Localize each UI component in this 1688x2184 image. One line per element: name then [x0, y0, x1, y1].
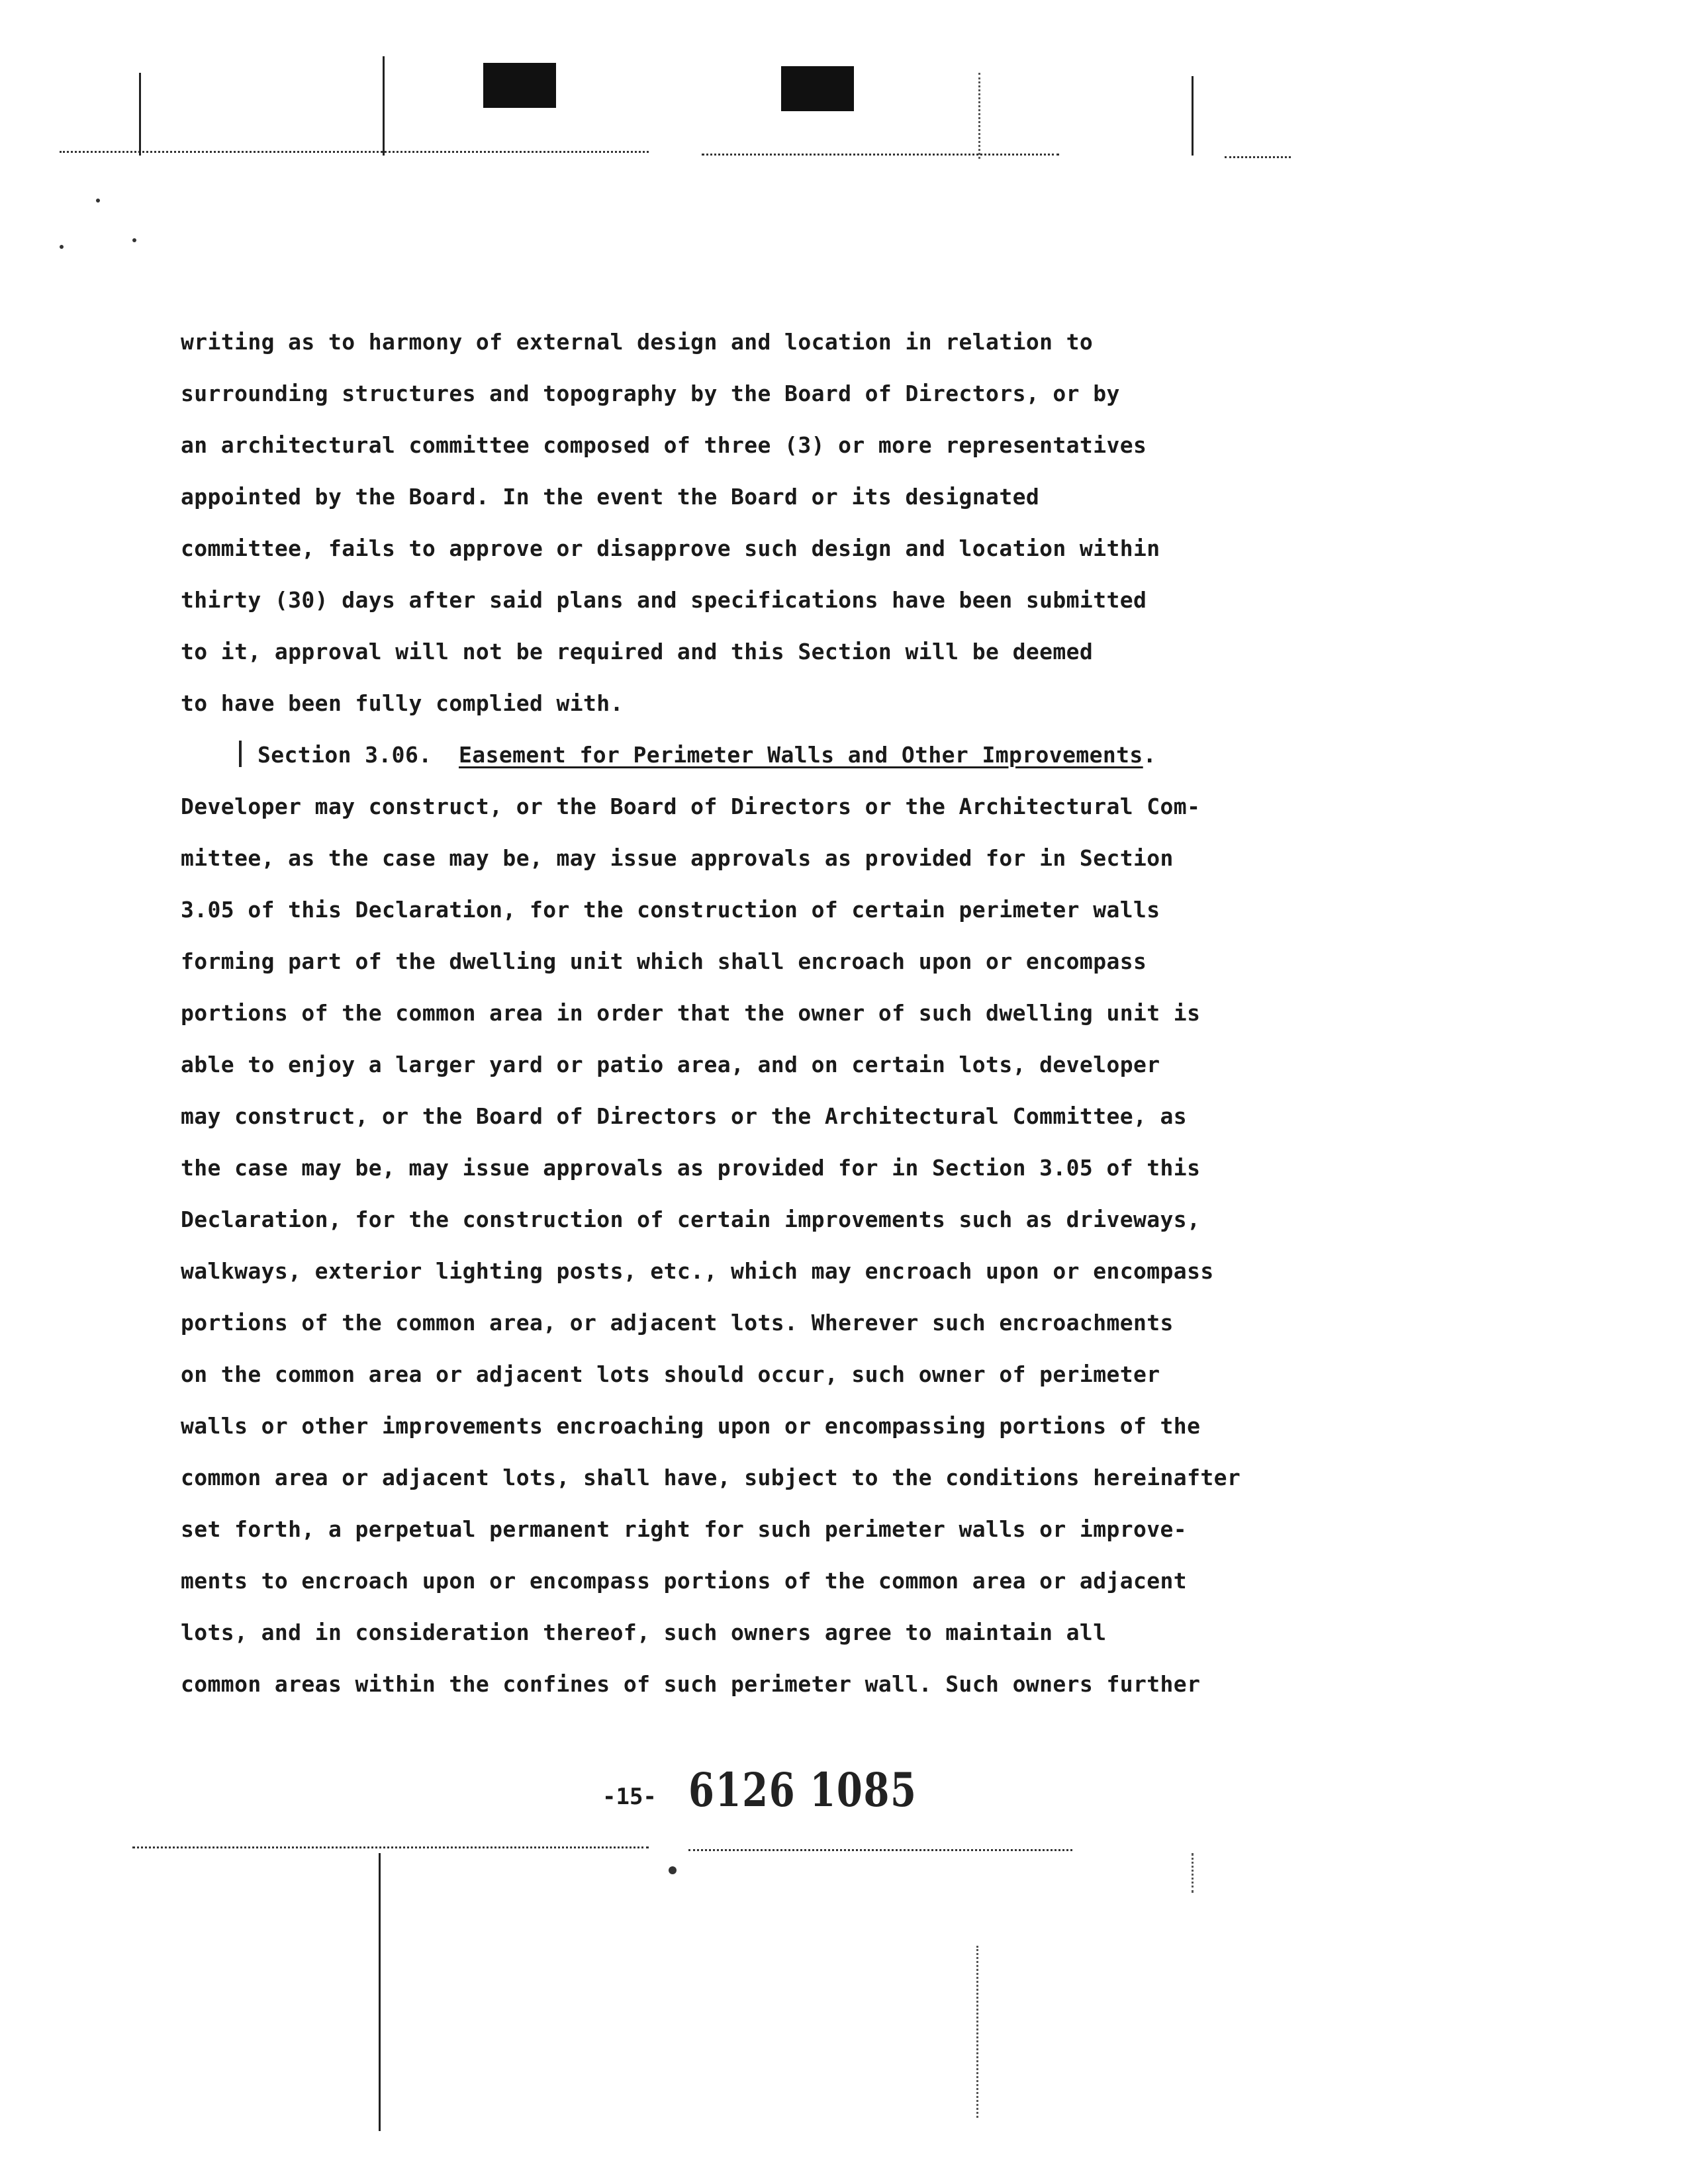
- text-line: common areas within the confines of such perimeter wall. Such owners further: [181, 1671, 1201, 1697]
- text-line: common area or adjacent lots, shall have, subject to the conditions hereinafter: [181, 1465, 1241, 1490]
- scan-speck: [669, 1866, 677, 1874]
- text-line: walkways, exterior lighting posts, etc., which may encroach upon or encompass: [181, 1258, 1214, 1284]
- scan-speck: [132, 238, 136, 242]
- scan-artifact-vline: [976, 1946, 978, 2118]
- section-heading: Easement for Perimeter Walls and Other Improvements: [459, 742, 1143, 768]
- scan-speck: [60, 245, 64, 249]
- text-line: the case may be, may issue approvals as provided for in Section 3.05 of this: [181, 1155, 1201, 1181]
- text-line: portions of the common area in order that the owner of such dwelling unit is: [181, 1000, 1201, 1026]
- text-line: 3.05 of this Declaration, for the construction of certain perimeter walls: [181, 897, 1160, 923]
- scan-artifact-line: [132, 1846, 649, 1848]
- text-line: walls or other improvements encroaching upon or encompassing portions of the: [181, 1413, 1201, 1439]
- text-line: surrounding structures and topography by the Board of Directors, or by: [181, 381, 1120, 406]
- document-body: [181, 316, 1240, 1710]
- section-label: Section 3.06.: [258, 742, 432, 768]
- scan-artifact-vline: [383, 56, 385, 156]
- section-heading-period: .: [1143, 742, 1156, 768]
- text-line: portions of the common area, or adjacent lots. Wherever such encroachments: [181, 1310, 1174, 1336]
- scan-artifact-vline: [1192, 1853, 1194, 1893]
- text-line: on the common area or adjacent lots should occur, such owner of perimeter: [181, 1361, 1160, 1387]
- text-line: forming part of the dwelling unit which shall encroach upon or encompass: [181, 948, 1147, 974]
- scan-artifact-line: [60, 151, 649, 153]
- text-line: set forth, a perpetual permanent right for such perimeter walls or improve-: [181, 1516, 1188, 1542]
- text-line: may construct, or the Board of Directors or the Architectural Committee, as: [181, 1103, 1188, 1129]
- scan-artifact-vline: [1192, 76, 1194, 156]
- text-line: an architectural committee composed of three (3) or more representatives: [181, 432, 1147, 458]
- text-line: ments to encroach upon or encompass portions of the common area or adjacent: [181, 1568, 1188, 1594]
- scan-artifact-line: [1225, 156, 1291, 158]
- text-line: Developer may construct, or the Board of Directors or the Architectural Com-: [181, 794, 1201, 819]
- scan-artifact-block: [781, 66, 854, 111]
- text-line: committee, fails to approve or disapprove such design and location within: [181, 535, 1160, 561]
- text-line: to have been fully complied with.: [181, 690, 624, 716]
- text-line: Declaration, for the construction of certain improvements such as driveways,: [181, 1206, 1201, 1232]
- page-footer: [0, 1757, 1688, 1823]
- scan-artifact-vline: [139, 73, 141, 156]
- text-line: appointed by the Board. In the event the Board or its designated: [181, 484, 1040, 510]
- text-line: thirty (30) days after said plans and specifications have been submitted: [181, 587, 1147, 613]
- scan-artifact-block: [483, 63, 556, 108]
- scan-artifact-line: [688, 1849, 1072, 1851]
- text-line: to it, approval will not be required and this Section will be deemed: [181, 639, 1094, 664]
- scan-speck: [96, 199, 100, 203]
- scan-artifact-vline: [379, 1853, 381, 2131]
- page-number: -15-: [602, 1784, 657, 1810]
- text-line: able to enjoy a larger yard or patio area, and on certain lots, developer: [181, 1052, 1160, 1077]
- section-heading-line: [181, 729, 1240, 781]
- text-line: writing as to harmony of external design and location in relation to: [181, 329, 1094, 355]
- scan-artifact-line: [702, 154, 1059, 156]
- text-line: mittee, as the case may be, may issue approvals as provided for in Section: [181, 845, 1174, 871]
- recording-stamp: 6126 1085: [688, 1762, 917, 1817]
- text-line: lots, and in consideration thereof, such owners agree to maintain all: [181, 1619, 1107, 1645]
- revision-bar: [239, 741, 242, 767]
- scan-artifact-vline: [978, 73, 980, 159]
